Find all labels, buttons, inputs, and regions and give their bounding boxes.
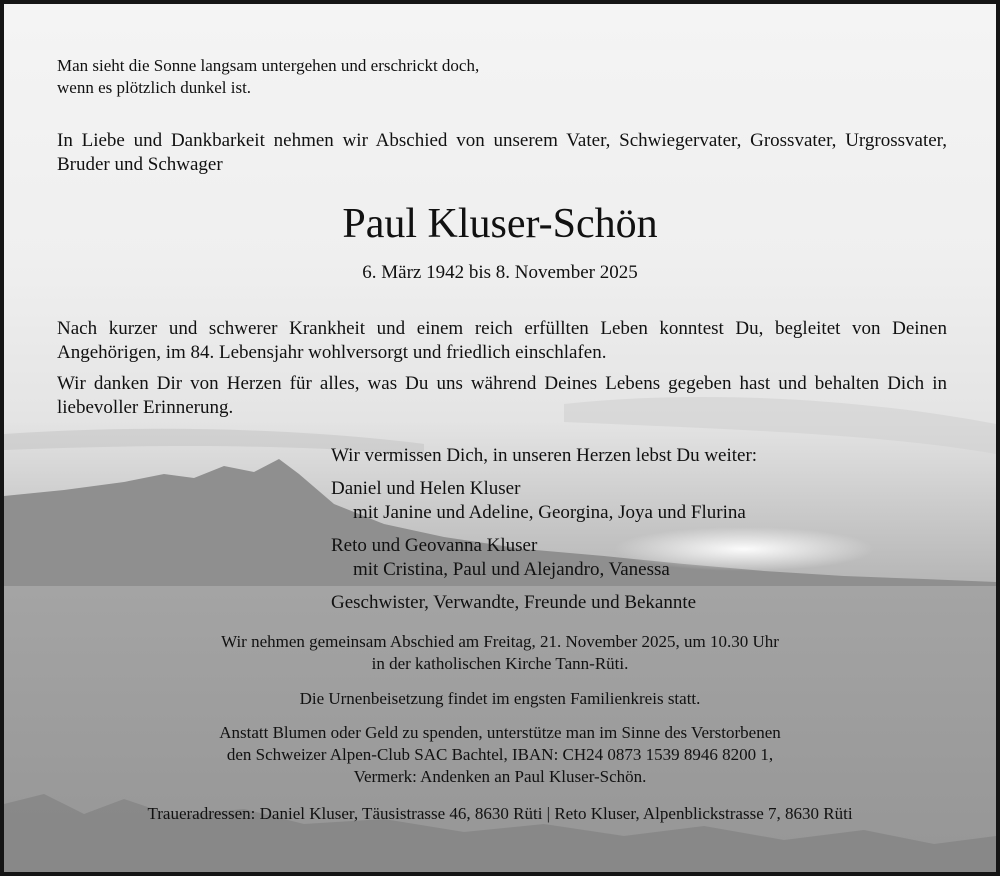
farewell-paragraph: Nach kurzer und schwerer Krankheit und einem reich erfüllten Leben konntest Du, begleitet von Deinen Angehörigen, im 84. Lebensjahr wohlversorgt und friedlich einschlafen. bbox=[57, 318, 947, 363]
mourner-children: mit Janine und Adeline, Georgina, Joya und Flurina bbox=[353, 502, 746, 523]
verse-quote bbox=[57, 55, 657, 99]
donation-line: Vermerk: Andenken an Paul Kluser-Schön. bbox=[353, 767, 647, 786]
service-info bbox=[4, 631, 996, 675]
service-location: in der katholischen Kirche Tann-Rüti. bbox=[371, 654, 629, 673]
mourner-family: Daniel und Helen Kluser bbox=[331, 478, 521, 499]
donation-info bbox=[4, 722, 996, 788]
mourning-addresses: Traueradressen: Daniel Kluser, Täusistrasse 46, 8630 Rüti | Reto Kluser, Alpenblickstrasse 7, 8630 Rüti bbox=[147, 804, 853, 823]
mourner-family: Reto und Geovanna Kluser bbox=[331, 535, 538, 556]
life-dates: 6. März 1942 bis 8. November 2025 bbox=[362, 262, 638, 283]
urn-burial-note: Die Urnenbeisetzung findet im engsten Familienkreis statt. bbox=[299, 689, 701, 708]
verse-line: wenn es plötzlich dunkel ist. bbox=[57, 78, 252, 97]
mourners-heading: Wir vermissen Dich, in unseren Herzen lebst Du weiter: bbox=[331, 445, 758, 466]
thanks-paragraph: Wir danken Dir von Herzen für alles, was Du uns während Deines Lebens gegeben hast und behalten Dich in liebevoller Erinnerung. bbox=[57, 373, 947, 418]
donation-line: den Schweizer Alpen-Club SAC Bachtel, IBAN: CH24 0873 1539 8946 8200 1, bbox=[226, 745, 774, 764]
mourner-children: mit Cristina, Paul und Alejandro, Vanessa bbox=[353, 559, 670, 580]
donation-line: Anstatt Blumen oder Geld zu spenden, unterstütze man im Sinne des Verstorbenen bbox=[219, 723, 781, 742]
service-line: Wir nehmen gemeinsam Abschied am Freitag, 21. November 2025, um 10.30 Uhr bbox=[221, 632, 779, 651]
deceased-name: Paul Kluser-Schön bbox=[342, 201, 658, 247]
intro-text: In Liebe und Dankbarkeit nehmen wir Abschied von unserem Vater, Schwiegervater, Grossvater, Urgrossvater, Bruder und Schwager bbox=[57, 130, 947, 175]
mourners-list bbox=[331, 444, 931, 615]
mourner-others: Geschwister, Verwandte, Freunde und Bekannte bbox=[331, 592, 697, 613]
verse-line: Man sieht die Sonne langsam untergehen und erschrickt doch, bbox=[57, 56, 480, 75]
